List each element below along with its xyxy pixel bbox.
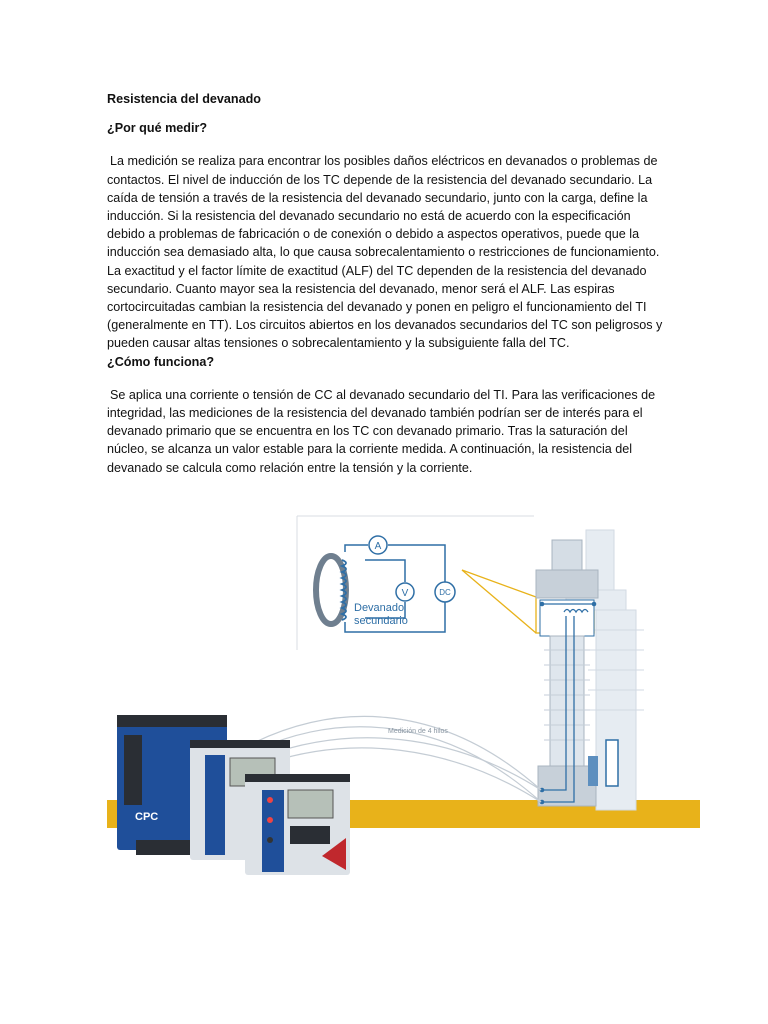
wiring-label: Medición de 4 hilos bbox=[388, 728, 448, 735]
section-heading-why: ¿Por qué medir? bbox=[107, 121, 208, 136]
dc-source-label: DC bbox=[439, 588, 451, 597]
measurement-figure bbox=[0, 500, 768, 890]
winding-label-line1: Devanado bbox=[354, 602, 405, 614]
paragraph-how: Se aplica una corriente o tensión de CC al devanado secundario del TI. Para las verificaciones de integridad, las mediciones de la resistencia del devanado también podrían ser de interés para el devanado primario que se encuentra en los TC con devanado primario. Tras la saturación del núcleo, se alcanza un valor estable para la corriente medida. A continuación, la resistencia del devanado se calcula como relación entre la tensión y la corriente. bbox=[107, 387, 656, 475]
device-brand-label: CPC bbox=[135, 811, 159, 823]
ammeter-label: A bbox=[374, 541, 382, 552]
paragraph-why: La medición se realiza para encontrar los posibles daños eléctricos en devanados o problemas de contactos. El nivel de inducción de los TC depende de la resistencia del devanado secundario. La caída de tensión a través de la resistencia del devanado secundario, junto con la carga, define la inducción. Si la resistencia del devanado secundario no está de acuerdo con la especificación debido a problemas de fabricación o de conexión o debido a aspectos operativos, puede que la inducción sea demasiado alta, lo que causa sobrecalentamiento o restricciones de funcionamiento. La exactitud y el factor límite de exactitud (ALF) del TC dependen de la resistencia del devanado secundario. Cuanto mayor sea la resistencia del devanado, menor será el ALF. Las espiras cortocircuitadas cambian la resistencia del devanado y ponen en peligro el funcionamiento del TI (generalmente en TT). Los circuitos abiertos en los devanados secundarios del TC son peligrosos y pueden causar altas tensiones o sobrecalentamiento y la subsiguiente falla del TC. bbox=[107, 154, 663, 351]
section-heading-how: ¿Cómo funciona? bbox=[107, 354, 215, 369]
winding-label-line2: secundario bbox=[354, 615, 408, 627]
page-title: Resistencia del devanado bbox=[107, 92, 261, 106]
voltmeter-label: V bbox=[401, 588, 409, 599]
document-body bbox=[107, 90, 667, 477]
device-small bbox=[245, 774, 350, 875]
